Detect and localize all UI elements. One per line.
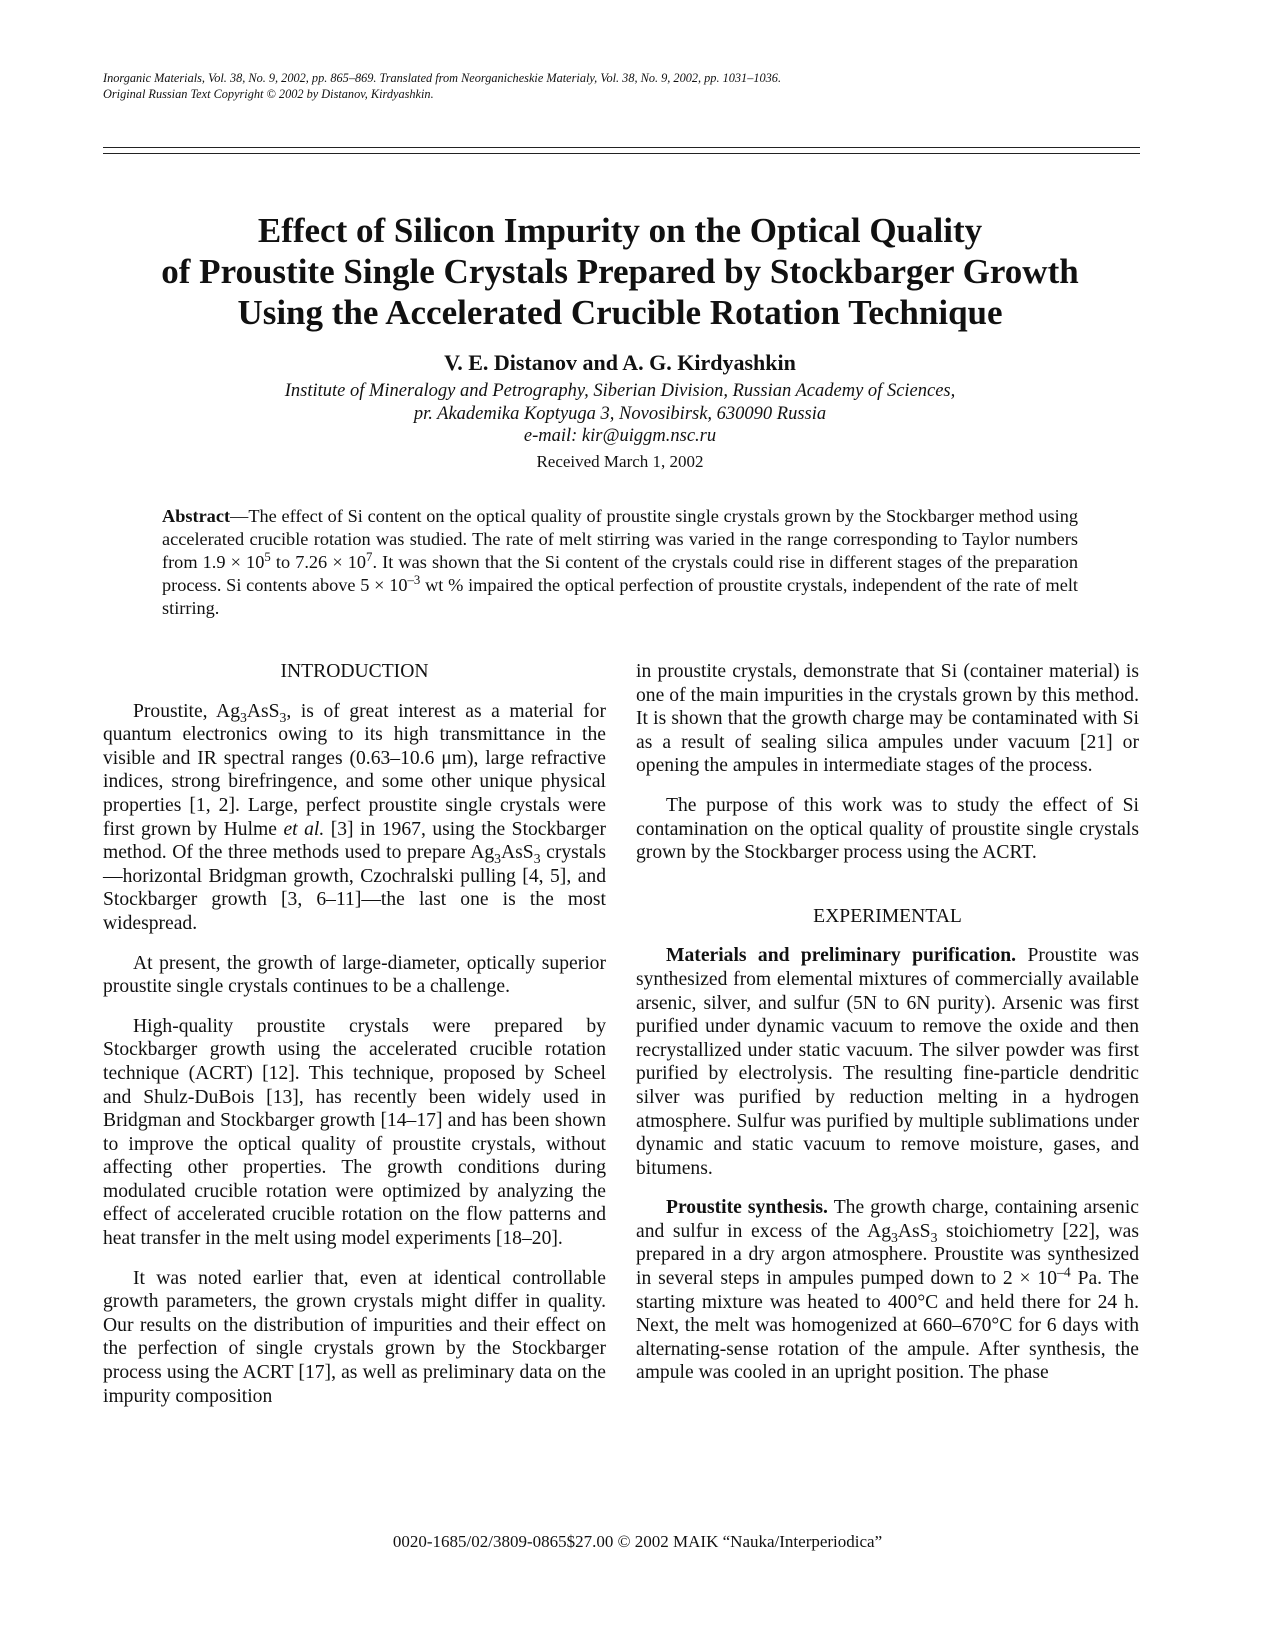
subscript: 3 [279, 709, 287, 725]
journal-header-line1: Inorganic Materials, Vol. 38, No. 9, 2002, pp. 865–869. Translated from Neorganicheskie Materialy, Vol. 38, No. 9, 2002, pp. 1031–1036. [103, 71, 782, 85]
subscript: 3 [533, 851, 541, 867]
materials-paragraph [636, 944, 1139, 1180]
abstract [162, 505, 1078, 620]
journal-header-line2: Original Russian Text Copyright © 2002 by Distanov, Kirdyashkin. [103, 87, 434, 101]
subscript: 3 [494, 851, 502, 867]
abstract-sup-1: 5 [264, 549, 271, 564]
superscript: –4 [1057, 1264, 1071, 1280]
text-run: [3] in 1967, using the Stockbarger method. Of the three methods used to prepare Ag [103, 818, 606, 864]
title-line2: of Proustite Single Crystals Prepared by Stockbarger Growth [161, 252, 1079, 291]
materials-runin: Materials and preliminary purification. [666, 945, 1017, 967]
affiliation-line1: Institute of Mineralogy and Petrography, Siberian Division, Russian Academy of Sciences, [284, 381, 956, 401]
authors: V. E. Distanov and A. G. Kirdyashkin [444, 350, 796, 375]
title-line3: Using the Accelerated Crucible Rotation Technique [237, 293, 1003, 332]
synthesis-paragraph [636, 1196, 1139, 1385]
text-run: Proustite was synthesized from elemental mixtures of commercially available arsenic, silver, and sulfur (5N to 6N purity). Arsenic was first purified under dynamic vacuum to remove the oxide and then recrystallized under static vacuum. The silver powder was first purified by electrolysis. The resulting fine-particle dendritic silver was purified by reduction melting in a hydrogen atmosphere. Sulfur was purified by multiple sublimations under dynamic and static vacuum to remove moisture, gases, and bitumens. [636, 945, 1140, 1179]
left-column [103, 660, 606, 1424]
header-rule-top [103, 147, 1140, 148]
affiliation [60, 380, 1180, 448]
abstract-text-1: —The effect of Si content on the optical quality of proustite single crystals grown by the Stockbarger method using accelerated crucible rotation was studied. The rate of melt stirring was varied in the range corresponding to Taylor numbers from 1.9 × 10 [162, 506, 1078, 572]
footer-copyright: 0020-1685/02/3809-0865$27.00 © 2002 MAIK “Nauka/Interperiodica” [392, 1532, 883, 1551]
paper-title [60, 210, 1180, 333]
subscript: 3 [240, 709, 247, 725]
journal-header [103, 70, 781, 102]
et-al: et al. [283, 818, 325, 840]
subscript: 3 [930, 1229, 938, 1245]
text-run: Proustite, Ag [133, 700, 240, 722]
title-line1: Effect of Silicon Impurity on the Optical Quality [257, 211, 983, 250]
intro-paragraph-2: At present, the growth of large-diameter, optically superior proustite single crystals continues to be a challenge. [103, 952, 606, 998]
text-run: The growth charge, containing arsenic and sulfur in excess of the Ag [636, 1197, 1139, 1242]
text-run: crystals—horizontal Bridgman growth, Czochralski pulling [4, 5], and Stockbarger growth [3, 6–11]—the last one is the most widespread. [103, 842, 606, 934]
abstract-text-2: to 7.26 × 10 [270, 552, 367, 572]
experimental-heading: EXPERIMENTAL [813, 905, 962, 927]
synthesis-runin: Proustite synthesis. [666, 1197, 828, 1219]
intro-paragraph-6: The purpose of this work was to study the effect of Si contamination on the optical quality of proustite single crystals grown by the Stockbarger process using the ACRT. [636, 794, 1139, 864]
text-run: AsS [246, 700, 280, 722]
intro-paragraph-1 [103, 700, 606, 936]
abstract-sup-3: –3 [407, 572, 421, 587]
introduction-heading: INTRODUCTION [280, 661, 429, 682]
intro-paragraph-4: It was noted earlier that, even at identical controllable growth parameters, the grown crystals might differ in quality. Our results on the distribution of impurities and their effect on the perfection of single crystals grown by the Stockbarger process using the ACRT [17], as well as preliminary data on the impurity composition [103, 1267, 606, 1407]
intro-paragraph-5: in proustite crystals, demonstrate that Si (container material) is one of the main impurities in the crystals grown by this method. It is shown that the growth charge may be contaminated with Si as a result of sealing silica ampules under vacuum [21] or opening the ampules in intermediate stages of the process. [636, 661, 1139, 777]
received-date: Received March 1, 2002 [536, 452, 704, 471]
text-run: Pa. The starting mixture was heated to 400°C and held there for 24 h. Next, the melt was homogenized at 660–670°C for 6 days with alternating-sense rotation of the ampule. After synthesis, the ampule was cooled in an upright position. The phase [636, 1268, 1139, 1384]
header-rule-bottom [103, 153, 1140, 154]
subscript: 3 [891, 1229, 898, 1245]
text-run: AsS [897, 1220, 931, 1242]
affiliation-email: e-mail: kir@uiggm.nsc.ru [523, 426, 717, 446]
abstract-label: Abstract [162, 506, 231, 526]
text-run: stoichiometry [22], was prepared in a dry argon atmosphere. Proustite was synthesized in several steps in ampules pumped down to 2 × 10 [636, 1220, 1139, 1290]
right-column [636, 660, 1139, 1401]
abstract-text-3: . It was shown that the Si content of the crystals could rise in different stages of the preparation process. Si contents above 5 × 10 [162, 552, 1078, 595]
intro-paragraph-3: High-quality proustite crystals were prepared by Stockbarger growth using the accelerated crucible rotation technique (ACRT) [12]. This technique, proposed by Scheel and Shulz-DuBois [13], has recently been widely used in Bridgman and Stockbarger growth [14–17] and has been shown to improve the optical quality of proustite crystals, without affecting other properties. The growth conditions during modulated crucible rotation were optimized by analyzing the effect of accelerated crucible rotation on the flow patterns and heat transfer in the melt using model experiments [18–20]. [103, 1015, 606, 1250]
affiliation-line2: pr. Akademika Koptyuga 3, Novosibirsk, 630090 Russia [413, 403, 827, 424]
abstract-sup-2: 7 [366, 549, 373, 564]
text-run: AsS [501, 842, 534, 864]
abstract-text-4: wt % impaired the optical perfection of proustite crystals, independent of the rate of melt stirring. [162, 575, 1079, 618]
text-run: , is of great interest as a material for quantum electronics owing to its high transmittance in the visible and IR spectral ranges (0.63–10.6 μm), large refractive indices, strong birefringence, and some other unique physical properties [1, 2]. Large, perfect proustite single crystals were first grown by Hulme [103, 700, 607, 840]
